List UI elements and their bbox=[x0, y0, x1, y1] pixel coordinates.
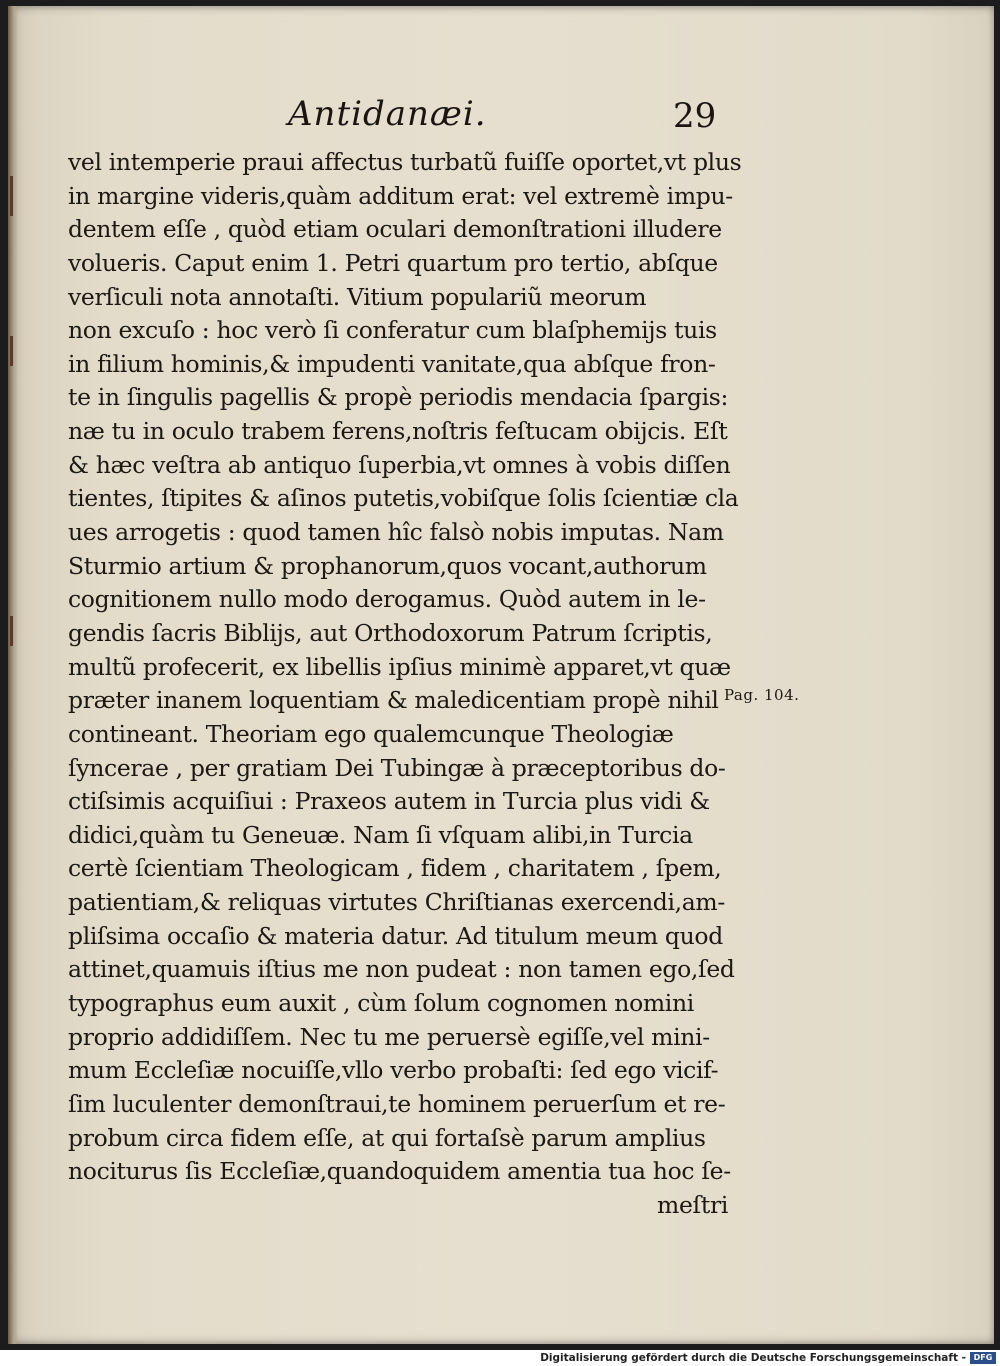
text-line: mum Eccleſiæ nocuiſſe,vllo verbo probaſti: ſed ego vicif- bbox=[68, 1056, 719, 1085]
text-line: multũ profecerit, ex libellis ipſius minimè apparet,vt quæ bbox=[68, 652, 731, 681]
dfg-logo: DFG bbox=[970, 1352, 996, 1364]
text-line: gendis ſacris Biblijs, aut Orthodoxorum Patrum ſcriptis, bbox=[68, 618, 713, 647]
text-line: cognitionem nullo modo derogamus. Quòd autem in le- bbox=[68, 585, 706, 614]
text-line: dentem eſſe , quòd etiam oculari demonſtrationi illudere bbox=[68, 215, 722, 244]
text-line: ſyncerae , per gratiam Dei Tubingæ à præceptoribus do- bbox=[68, 753, 726, 782]
text-line: & hæc veſtra ab antiquo ſuperbia,vt omnes à vobis diſſen bbox=[68, 450, 731, 479]
text-line: patientiam,& reliquas virtutes Chriſtianas exercendi,am- bbox=[68, 888, 725, 917]
page-number: 29 bbox=[673, 96, 717, 136]
text-line: in margine videris,quàm additum erat: vel extremè impu- bbox=[68, 181, 733, 210]
text-line: verſiculi nota annotaſti. Vitium populariũ meorum bbox=[68, 282, 647, 311]
text-line: ſim luculenter demonſtraui,te hominem peruerſum et re- bbox=[68, 1089, 726, 1118]
text-line: typographus eum auxit , cùm ſolum cognomen nomini bbox=[68, 989, 694, 1018]
text-line: meſtri bbox=[657, 1190, 728, 1219]
binding-mark bbox=[10, 616, 13, 646]
text-line: ctiſsimis acquiſiui : Praxeos autem in Turcia plus vidi & bbox=[68, 787, 710, 816]
text-line: proprio addidiſſem. Nec tu me peruersè egiſſe,vel mini- bbox=[68, 1022, 710, 1051]
text-line: in filium hominis,& impudenti vanitate,qua abſque fron- bbox=[68, 349, 716, 378]
text-line: volueris. Caput enim 1. Petri quartum pro tertio, abſque bbox=[68, 248, 718, 277]
binding-mark bbox=[10, 176, 13, 216]
text-line: præter inanem loquentiam & maledicentiam propè nihil bbox=[68, 686, 719, 715]
text-line: didici,quàm tu Geneuæ. Nam ſi vſquam alibi,in Turcia bbox=[68, 820, 693, 849]
text-line: attinet,quamuis iſtius me non pudeat : non tamen ego,ſed bbox=[68, 955, 735, 984]
text-line: contineant. Theoriam ego qualemcunque Theologiæ bbox=[68, 719, 674, 748]
text-line: pliſsima occaſio & materia datur. Ad titulum meum quod bbox=[68, 921, 723, 950]
text-line: probum circa fidem eſſe, at qui fortaſsè parum amplius bbox=[68, 1123, 706, 1152]
text-line: ues arrogetis : quod tamen hîc falsò nobis imputas. Nam bbox=[68, 518, 724, 547]
text-line: non excuſo : hoc verò ſi conferatur cum blaſphemijs tuis bbox=[68, 316, 717, 345]
text-line: nociturus ſis Eccleſiæ,quandoquidem amentia tua hoc ſe- bbox=[68, 1157, 731, 1186]
running-head: Antidanæi. bbox=[288, 94, 487, 134]
text-line: te in ſingulis pagellis & propè periodis mendacia ſpargis: bbox=[68, 383, 729, 412]
page-header bbox=[8, 94, 994, 154]
text-line: vel intemperie praui affectus turbatũ fuiſſe oportet,vt plus bbox=[68, 148, 742, 176]
binding-mark bbox=[10, 336, 13, 366]
text-line: certè ſcientiam Theologicam , fidem , charitatem , ſpem, bbox=[68, 854, 722, 883]
margin-note: Pag. 104. bbox=[724, 686, 800, 704]
book-page bbox=[8, 6, 994, 1344]
text-line: næ tu in oculo trabem ferens,noſtris feſtucam obijcis. Eſt bbox=[68, 417, 728, 446]
footer-credit: Digitalisierung gefördert durch die Deutsche Forschungsgemeinschaft - bbox=[540, 1352, 966, 1364]
text-line: Sturmio artium & prophanorum,quos vocant,authorum bbox=[68, 551, 707, 580]
text-line: tientes, ſtipites & aſinos putetis,vobiſque ſolis ſcientiæ cla bbox=[68, 484, 739, 513]
body-text bbox=[68, 146, 742, 1223]
